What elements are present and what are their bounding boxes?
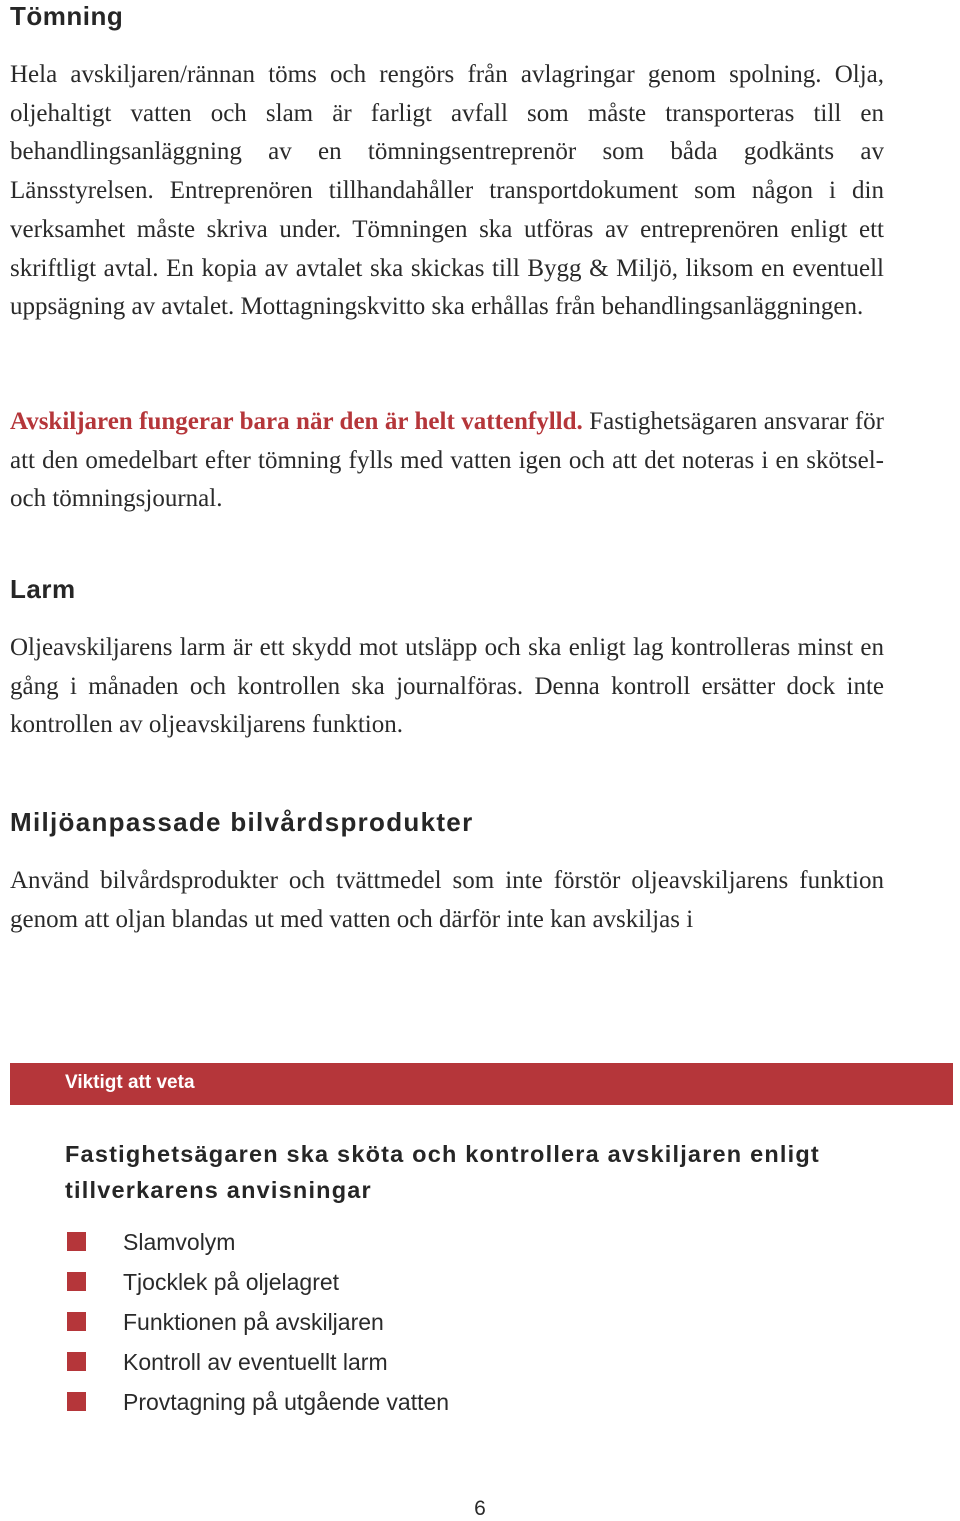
info-banner	[10, 1063, 953, 1105]
paragraph-miljo: Använd bilvårdsprodukter och tvättmedel som inte förstör oljeavskiljarens funktion genom att oljan blandas ut med vatten och därför inte kan avskiljas i	[10, 867, 884, 933]
list-item	[67, 1262, 449, 1302]
paragraph-larm: Oljeavskiljarens larm är ett skydd mot utsläpp och ska enligt lag kontrolleras minst en gång i månaden och kontrollen ska journalföras. Denna kontroll ersätter dock inte kontrollen av oljeavskiljarens funktion.	[10, 634, 884, 739]
heading-miljo: Miljöanpassade bilvårdsprodukter	[10, 807, 474, 837]
list-item-label: Kontroll av eventuellt larm	[123, 1349, 388, 1375]
square-bullet-icon	[67, 1392, 86, 1411]
list-item	[67, 1222, 449, 1262]
list-item	[67, 1302, 449, 1342]
list-item-label: Provtagning på utgående vatten	[123, 1389, 450, 1415]
square-bullet-icon	[67, 1312, 86, 1331]
paragraph-tomning-1: Hela avskiljaren/rännan töms och rengörs från avlagringar genom spolning. Olja, oljehaltigt vatten och slam är farligt avfall som måste transporteras till en behandlingsanläggning av en tömningsentreprenör som båda godkänts av Länsstyrelsen. Entreprenören tillhandahåller transportdokument som någon i din verksamhet måste skriva under. Tömningen ska utföras av entreprenören enligt ett skriftligt avtal. En kopia av avtalet ska skickas till Bygg & Miljö, liksom en eventuell uppsägning av avtalet. Mottagningskvitto ska erhållas från behandlingsanläggningen.	[10, 61, 884, 321]
checklist	[67, 1222, 449, 1422]
paragraph-tomning-2-rest: Fastighetsägaren ansvarar för att den omedelbart efter tömning fylls med vatten igen och att det noteras i en skötsel- och tömningsjournal.	[10, 408, 884, 513]
info-box-title: Fastighetsägaren ska sköta och kontrollera avskiljaren enligt tillverkarens anvisningar	[65, 1141, 820, 1203]
emphasis-vattenfylld: Avskiljaren fungerar bara när den är helt vattenfylld.	[10, 408, 583, 435]
list-item-label: Tjocklek på oljelagret	[123, 1269, 340, 1295]
list-item	[67, 1382, 449, 1422]
list-item-label: Funktionen på avskiljaren	[123, 1309, 384, 1335]
heading-larm: Larm	[10, 574, 76, 604]
heading-tomning: Tömning	[10, 1, 124, 31]
page-number: 6	[474, 1497, 486, 1520]
paragraph-tomning-2	[10, 403, 884, 519]
info-banner-label: Viktigt att veta	[65, 1072, 195, 1093]
square-bullet-icon	[67, 1232, 86, 1251]
list-item-label: Slamvolym	[123, 1229, 236, 1255]
square-bullet-icon	[67, 1352, 86, 1371]
list-item	[67, 1342, 449, 1382]
square-bullet-icon	[67, 1272, 86, 1291]
